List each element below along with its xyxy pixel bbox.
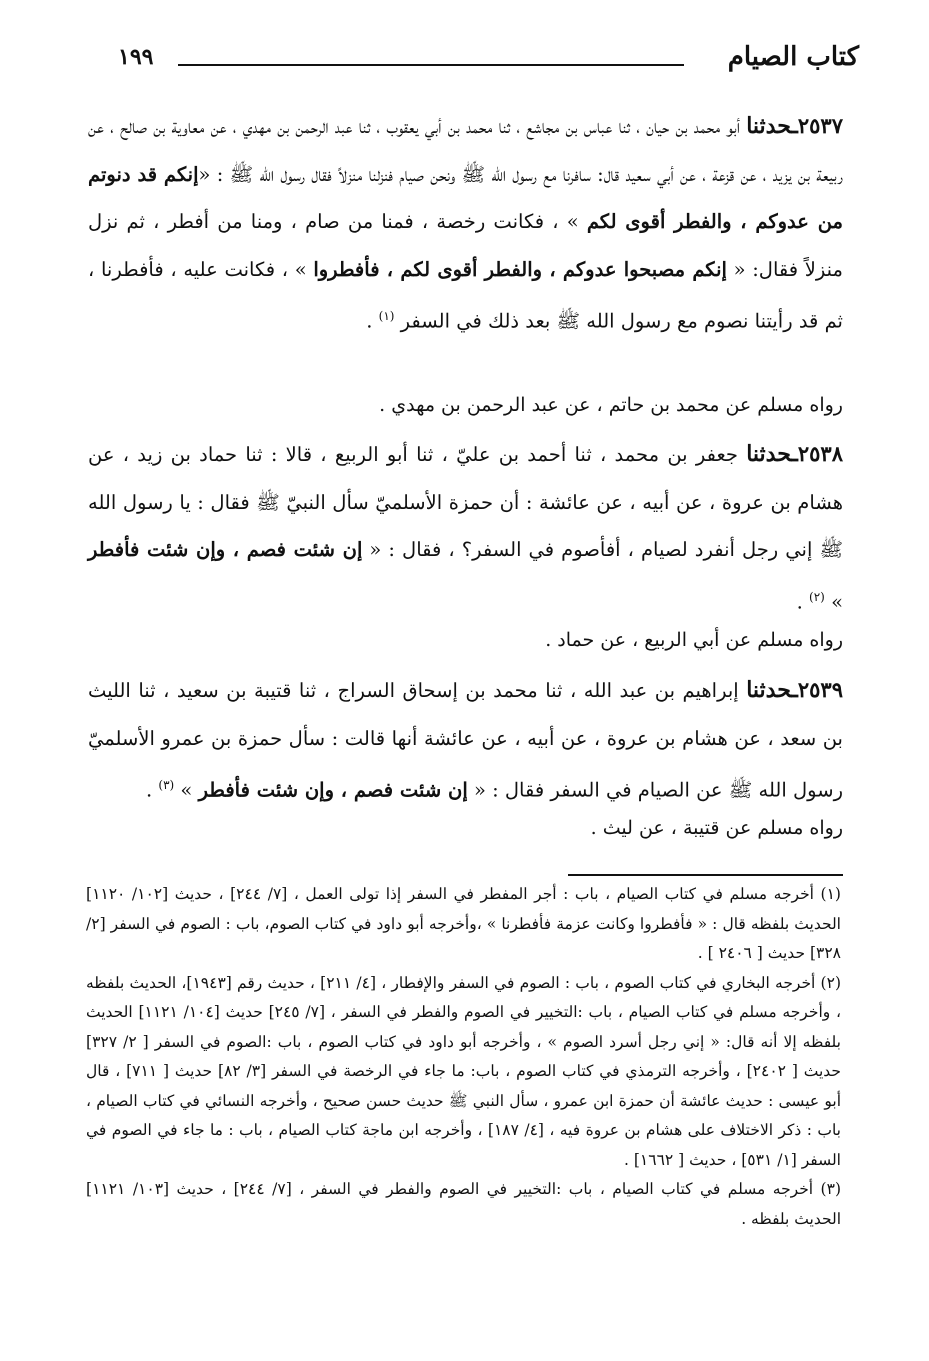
hadith-end: . [796, 590, 810, 613]
hadith-lead-word: ـحدثنا [746, 677, 798, 703]
footnote-3: (٣) أخرجه مسلم في كتاب الصيام ، باب :التخيير في الصوم والفطر في السفر ، [٧/ ٢٤٤] ، حديث [١٠٣/ ١١٢١] الحديث بلفظه . [86, 1180, 841, 1228]
footnotes [86, 880, 841, 1234]
footnote-2: (٢) أخرجه البخاري في كتاب الصوم ، باب : الصوم في السفر والإفطار ، [٤/ ٢١١] ، حديث رقم [١٩٤٣]، الحديث بلفظه ، وأخرجه مسلم في كتاب الصيام ، باب :التخيير في الصوم والفطر في السفر ، [٧/ ٢٤٥] حديث [١٠٤/ ١١٢١] الحديث بلفظه إلا أنه قال: « إني رجل أسرد الصوم » ، وأخرجه أبو داود في كتاب الصوم ، باب :الصوم في السفر [ ٢/ ٣٢٧] حديث [ ٢٤٠٢] ، وأخرجه الترمذي في كتاب الصوم ، باب: ما جاء في الرخصة في السفر [٣/ ٨٢] حديث [ ٧١١] ، قال أبو عيسى : حديث عائشة أن حمزة ابن عمرو ، سأل النبي ﷺ حديث حسن صحيح ، وأخرجه النسائي في كتاب الصيام ، باب : ذكر الاختلاف على هشام بن عروة فيه ، [٤/ ١٨٧] ، وأخرجه ابن ماجة كتاب الصيام ، باب : ما جاء في الصوم في السفر [١/ ٥٣١] ، حديث [ ١٦٦٢] . [86, 973, 841, 1169]
hadith-text: » [831, 590, 843, 613]
prophetic-saying: إن شئت فصم ، وإن شئت فأفطر [88, 538, 363, 561]
hadith-note-2537: رواه مسلم عن محمد بن حاتم ، عن عبد الرحمن بن مهدي . [379, 394, 843, 416]
prophetic-saying: إن شئت فصم ، وإن شئت فأفطر [198, 778, 468, 802]
hadith-text: إبراهيم بن عبد الله ، ثنا محمد بن إسحاق السراج ، ثنا قتيبة بن سعيد ، ثنا الليث بن سعد ، عن هشام بن عروة ، عن أبيه ، عن عائشة أنها قالت : سأل حمزة بن عمرو الأسلميّ رسول الله ﷺ عن الصيام في السفر فقال : « [88, 679, 843, 802]
footnote-ref[interactable]: (٣) [158, 778, 175, 792]
hadith-end: . [145, 778, 159, 802]
hadith-number: ٢٥٣٧ [797, 113, 843, 138]
hadith-number: ٢٥٣٩ [797, 677, 843, 702]
hadith-2538 [88, 430, 843, 626]
footnote-ref[interactable]: (٢) [809, 589, 825, 604]
hadith-text: » [180, 778, 199, 802]
prophetic-saying: إنكم مصبحوا عدوكم ، والفطر أقوى لكم ، فأفطروا [313, 257, 727, 281]
hadith-2537 [88, 102, 843, 345]
footnote-ref[interactable]: (١) [378, 309, 395, 323]
hadith-end: . [366, 309, 379, 333]
page-header-title: كتاب الصيام [727, 42, 859, 72]
footnote-separator [568, 874, 843, 876]
hadith-note-2539: رواه مسلم عن قتيبة ، عن ليث . [590, 817, 843, 839]
hadith-note-2538: رواه مسلم عن أبي الربيع ، عن حماد . [545, 629, 843, 651]
hadith-lead-word: ـحدثنا [746, 113, 798, 139]
hadith-number: ٢٥٣٨ [797, 441, 843, 466]
hadith-2539 [88, 666, 843, 814]
hadith-text: أبو محمد بن حيان ، ثنا عباس بن مجاشع ، ثنا محمد بن أبي يعقوب ، ثنا عبد الرحمن بن مهدي ، عن معاوية بن صالح ، عن ربيعة بن يزيد ، عن قزعة ، عن أبي سعيد قال: سافرنا مع رسول الله ﷺ ونحن صيام فنزلنا منزلاً فقال رسول الله ﷺ : « [88, 115, 843, 186]
header-rule [178, 64, 684, 66]
hadith-text: » ، فكانت عليه ، فأفطرنا ، ثم قد رأيتنا نصوم مع رسول الله ﷺ بعد ذلك في السفر [88, 257, 843, 333]
footnote-1: (١) أخرجه مسلم في كتاب الصيام ، باب : أجر المفطر في السفر إذا تولى العمل ، [٧/ ٢٤٤] ، حديث [١٠٢/ ١١٢٠] الحديث بلفظه قال : « فأفطروا وكانت عزمة فأفطرنا » ،وأخرجه أبو داود في كتاب الصوم، باب : الصوم في السفر [٢/ ٣٢٨] حديث [ ٢٤٠٦ ] . [86, 885, 841, 962]
hadith-lead-word: ـحدثنا [746, 441, 798, 467]
hadith-text: » ، فكانت رخصة ، فمنا من صام ، ومنا من أفطر ، ثم نزل منزلاً فقال: « [88, 210, 843, 281]
prophetic-saying: إنكم قد دنوتم من عدوكم ، والفطر أقوى لكم [88, 162, 843, 233]
page-number: ١٩٩ [118, 44, 154, 70]
hadith-text: جعفر بن محمد ، ثنا أحمد بن عليّ ، ثنا أبو الربيع ، قالا : ثنا حماد بن زيد ، عن هشام بن عروة ، عن أبيه ، عن عائشة : أن حمزة الأسلميّ سأل النبيّ ﷺ فقال : يا رسول الله ﷺ إني رجل أنفرد لصيام ، أفأصوم في السفر؟ ، فقال : « [88, 443, 843, 561]
